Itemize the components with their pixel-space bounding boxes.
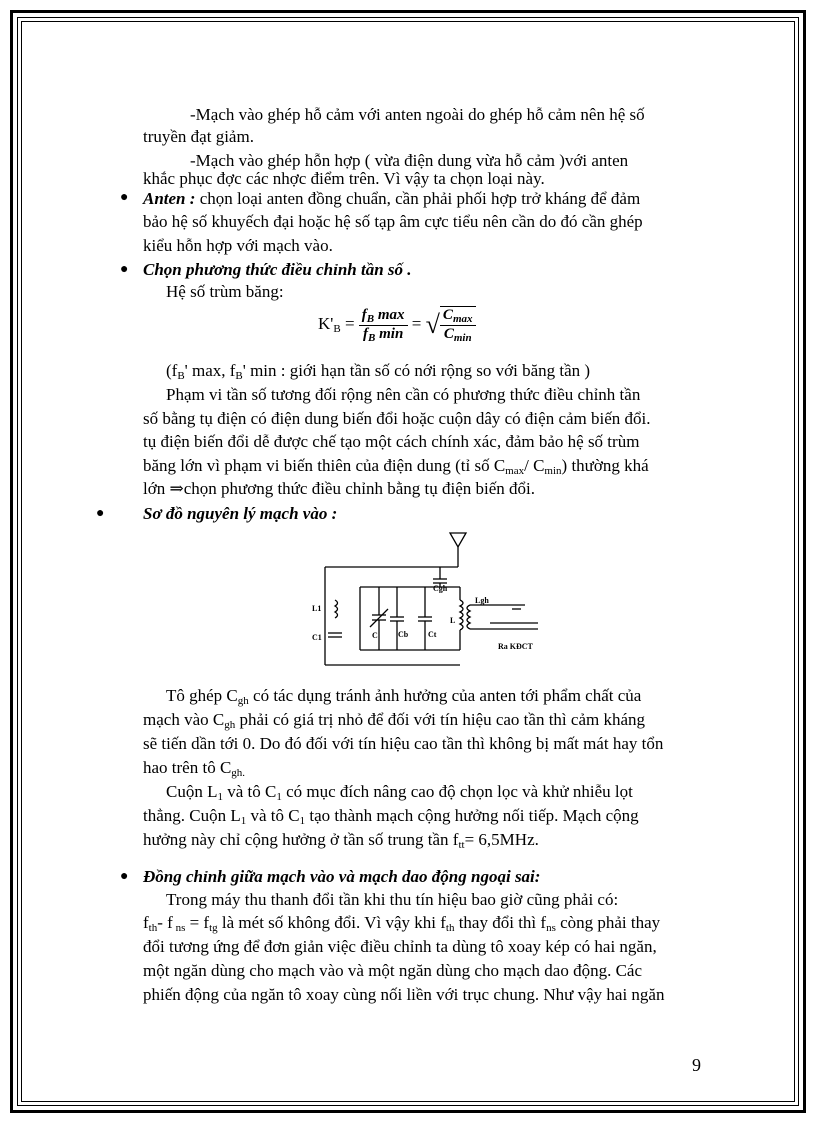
- t: còng phải thay: [555, 913, 661, 932]
- text-line: [143, 912, 660, 939]
- t: ) thường khá: [561, 456, 649, 475]
- t: gh.: [231, 767, 246, 779]
- section-heading: Đồng chỉnh giữa mạch vào và mạch dao động ngoại sai:: [143, 867, 541, 886]
- t: có tác dụng tránh ảnh hưởng của anten tới phẩm chất của: [248, 686, 642, 705]
- formula-eq2: =: [407, 313, 426, 333]
- text-line: sẽ tiến dần tới 0. Do đó đối với tín hiệu cao tần thì không bị mất mát hay tổn: [143, 734, 664, 753]
- t: ns: [172, 922, 186, 934]
- text-line: số bằng tụ điện có điện dung biến đổi hoặc cuộn dây có điện cảm biến đổi.: [143, 409, 651, 428]
- t: B: [235, 370, 243, 382]
- t: th: [148, 922, 158, 934]
- t: gh: [224, 719, 236, 731]
- formula-den-suffix: min: [375, 325, 404, 342]
- text-line: [143, 829, 539, 856]
- antenna-icon: [450, 533, 466, 547]
- t: min: [544, 465, 562, 477]
- formula-rnum-sub: max: [452, 313, 473, 325]
- section-heading: Chọn phương thức điều chỉnh tần số .: [143, 260, 412, 279]
- t: có mục đích nâng cao độ chọn lọc và khử nhiễu lọt: [281, 782, 633, 801]
- formula-rnum: [440, 307, 476, 326]
- t: và tô C: [222, 782, 277, 801]
- t: hao trên tô C: [143, 758, 232, 777]
- t: tạo thành mạch cộng hưởng nối tiếp. Mạch cộng: [305, 806, 639, 825]
- formula-rden-sub: min: [453, 332, 472, 344]
- text-line: [143, 188, 640, 210]
- formula-lhs: K': [318, 313, 334, 333]
- bullet-icon: ●: [96, 506, 105, 521]
- section-heading: Sơ đồ nguyên lý mạch vào :: [143, 504, 338, 523]
- circuit-diagram: [290, 525, 550, 675]
- t: f: [143, 913, 149, 932]
- t: hưởng này chỉ cộng hưởng ở tần số trung tần f: [143, 830, 459, 849]
- formula-num-sub: B: [366, 312, 375, 325]
- formula-num-f: f: [361, 306, 367, 323]
- text-line: Trong máy thu thanh đổi tần khi thu tín hiệu bao giờ cũng phải có:: [166, 890, 619, 909]
- formula-sqrt-fraction: [440, 306, 476, 344]
- label-cb: Cb: [398, 630, 409, 639]
- text-line: đổi tương ứng để đơn giản việc điều chỉnh ta dùng tô xoay kép có hai ngăn,: [143, 937, 657, 956]
- formula-lhs-sub: B: [333, 322, 341, 335]
- text-line: tụ điện biến đổi dễ được chế tạo một cách chính xác, đảm bảo hệ số trùm: [143, 432, 640, 451]
- t: băng lớn vì phạm vi biến thiên của điện dung (tỉ số C: [143, 456, 506, 475]
- t: và tô C: [246, 806, 300, 825]
- text-line: [143, 757, 245, 784]
- t: mạch vào C: [143, 710, 225, 729]
- page-number: 9: [692, 1055, 701, 1075]
- formula-fraction: [359, 307, 408, 344]
- t: tg: [209, 922, 218, 934]
- text-line: phiến động của ngăn tô xoay cùng nối liền với trục chung. Như vậy hai ngăn: [143, 985, 665, 1004]
- text-line: một ngăn dùng cho mạch vào và một ngăn dùng cho mạch dao động. Các: [143, 961, 643, 980]
- t: - f: [157, 913, 173, 932]
- t: 1: [299, 815, 306, 827]
- label-l1: L1: [312, 604, 322, 613]
- label-c: C: [372, 631, 378, 640]
- t: Cuộn L: [166, 782, 218, 801]
- text-line: lớn ⇒chọn phương thức điều chỉnh bằng tụ điện biến đổi.: [143, 479, 536, 498]
- text-line: [166, 685, 641, 712]
- label-cgh: Cgh: [433, 584, 448, 593]
- t: 1: [240, 815, 247, 827]
- t: thay đổi thì f: [454, 913, 547, 932]
- bullet-icon: ●: [120, 190, 129, 205]
- bullet-icon: ●: [120, 262, 129, 277]
- text-span: chọn loại anten đồng chuẩn, cần phải phối hợp trở kháng để đảm: [195, 189, 641, 208]
- text-line: Hệ số trùm băng:: [166, 282, 284, 301]
- t: Tô ghép C: [166, 686, 238, 705]
- text-line: [166, 781, 633, 808]
- formula-rden: [440, 326, 476, 344]
- formula: [318, 306, 476, 344]
- bullet-icon: ●: [120, 869, 129, 884]
- formula-rden-c: C: [443, 326, 454, 342]
- t: ns: [546, 922, 556, 934]
- t: ' max, f: [184, 361, 236, 380]
- text-line: truyền đạt giảm.: [143, 127, 254, 146]
- formula-den-f: f: [363, 325, 369, 342]
- label-l: L: [450, 616, 456, 625]
- formula-den-sub: B: [368, 331, 376, 344]
- text-line: [143, 805, 639, 832]
- text-line: Phạm vi tần số tương đối rộng nên cần có phương thức điều chỉnh tần: [166, 385, 641, 404]
- label-out: Ra KĐCT: [498, 642, 533, 651]
- t: th: [445, 922, 455, 934]
- t: 1: [276, 791, 282, 803]
- t: là mét số không đổi. Vì vậy khi f: [217, 913, 446, 932]
- text-line: -Mạch vào ghép hỗ cảm với anten ngoài do ghép hỗ cảm nên hệ số: [190, 105, 645, 124]
- text-line: [143, 709, 645, 736]
- text-line: -Mạch vào ghép hỗn hợp ( vừa điện dung vừa hỗ cảm )với anten: [190, 151, 629, 170]
- t: max: [505, 465, 525, 477]
- text-line: [166, 360, 590, 387]
- t: 1: [217, 791, 223, 803]
- formula-den: [359, 326, 408, 344]
- t: (f: [166, 361, 178, 380]
- t: thẳng. Cuộn L: [143, 806, 241, 825]
- t: = 6,5MHz.: [464, 830, 539, 849]
- formula-rnum-c: C: [442, 307, 453, 323]
- formula-num: [359, 307, 408, 326]
- sqrt-icon: √: [425, 310, 440, 339]
- label-c1: C1: [312, 633, 322, 642]
- t: tt: [458, 839, 465, 851]
- t: = f: [185, 913, 210, 932]
- formula-eq: =: [340, 313, 359, 333]
- label-lgh: Lgh: [475, 596, 489, 605]
- t: gh: [237, 695, 249, 707]
- t: / C: [524, 456, 545, 475]
- label-ct: Ct: [428, 630, 437, 639]
- t: phải có giá trị nhỏ để đối với tín hiệu cao tần thì cảm kháng: [235, 710, 646, 729]
- text-line: bảo hệ số khuyếch đại hoặc hệ số tạp âm cực tiểu nên cần do đó cần ghép: [143, 212, 643, 231]
- text-line: khắc phục đợc các nhợc điểm trên. Vì vậy ta chọn loại này.: [143, 169, 545, 188]
- formula-num-suffix: max: [374, 306, 405, 323]
- term-anten: Anten :: [143, 189, 196, 208]
- t: B: [177, 370, 185, 382]
- t: ' min : giới hạn tần số có nới rộng so với băng tần ): [242, 361, 591, 380]
- text-line: kiểu hỗn hợp với mạch vào.: [143, 236, 333, 255]
